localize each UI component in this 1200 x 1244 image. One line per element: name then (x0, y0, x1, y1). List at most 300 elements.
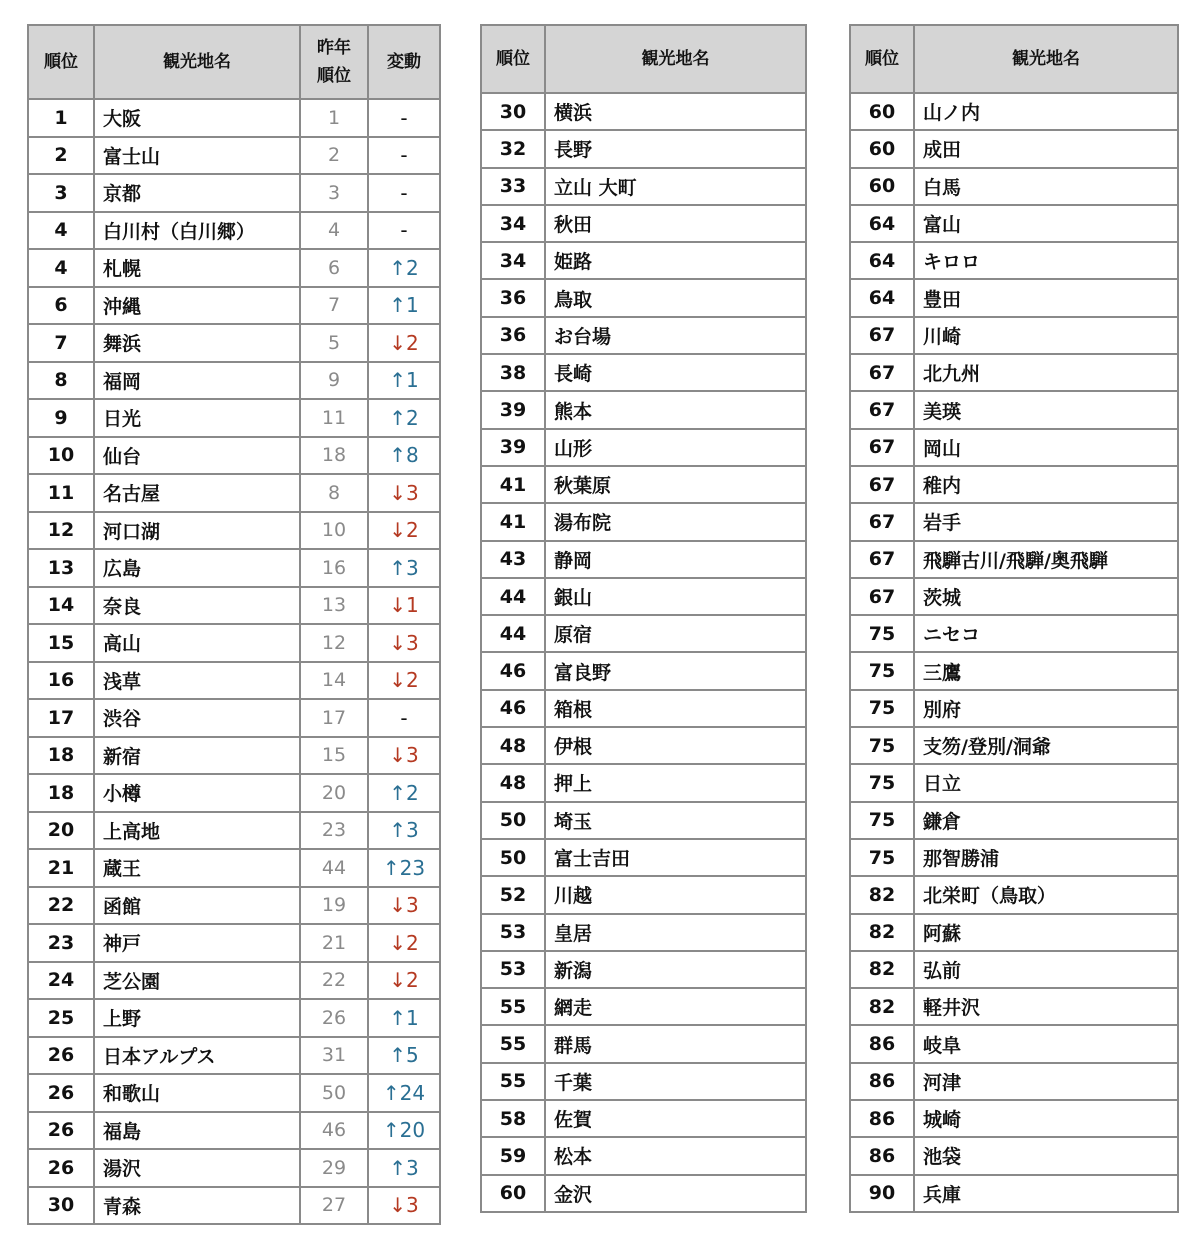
place-name-cell: 別府 (914, 690, 1178, 727)
prev-rank-cell: 8 (300, 474, 368, 512)
table-row (481, 317, 806, 354)
rank-cell: 75 (850, 839, 914, 876)
place-name-cell: 大阪 (94, 99, 300, 137)
prev-rank-cell: 11 (300, 399, 368, 437)
rank-cell: 26 (28, 1149, 94, 1187)
prev-rank-cell: 13 (300, 587, 368, 625)
table-row (28, 849, 440, 887)
place-name-cell: 山形 (545, 429, 806, 466)
rank-cell: 9 (28, 399, 94, 437)
table-row (481, 802, 806, 839)
table-row (481, 652, 806, 689)
ranking-table-3 (849, 24, 1179, 1213)
table-row (481, 354, 806, 391)
place-name-cell: ニセコ (914, 615, 1178, 652)
prev-rank-cell: 3 (300, 174, 368, 212)
change-cell: ↓2 (368, 324, 440, 362)
prev-rank-cell: 46 (300, 1112, 368, 1150)
change-cell: ↑3 (368, 812, 440, 850)
change-cell: ↓3 (368, 737, 440, 775)
rank-cell: 44 (481, 578, 545, 615)
rank-cell: 55 (481, 988, 545, 1025)
rank-cell: 55 (481, 1025, 545, 1062)
place-name-cell: 皇居 (545, 914, 806, 951)
table-row (28, 249, 440, 287)
prev-rank-cell: 14 (300, 662, 368, 700)
place-name-cell: 静岡 (545, 541, 806, 578)
place-name-cell: 岐阜 (914, 1025, 1178, 1062)
change-cell: ↑24 (368, 1074, 440, 1112)
table-row (481, 503, 806, 540)
rank-cell: 25 (28, 999, 94, 1037)
place-name-cell: 美瑛 (914, 391, 1178, 428)
header-rank: 順位 (481, 25, 545, 93)
place-name-cell: 広島 (94, 549, 300, 587)
rank-cell: 82 (850, 951, 914, 988)
place-name-cell: 福岡 (94, 362, 300, 400)
rank-cell: 4 (28, 249, 94, 287)
place-name-cell: 京都 (94, 174, 300, 212)
rank-cell: 60 (850, 130, 914, 167)
table-row (28, 362, 440, 400)
prev-rank-cell: 21 (300, 924, 368, 962)
rank-cell: 86 (850, 1137, 914, 1174)
table-row (481, 1025, 806, 1062)
table-row (481, 1100, 806, 1137)
rank-cell: 50 (481, 839, 545, 876)
table-row (481, 615, 806, 652)
table-row (850, 876, 1178, 913)
prev-rank-cell: 6 (300, 249, 368, 287)
place-name-cell: 原宿 (545, 615, 806, 652)
rank-cell: 86 (850, 1100, 914, 1137)
rank-cell: 48 (481, 764, 545, 801)
table-row (28, 1112, 440, 1150)
change-cell: ↑23 (368, 849, 440, 887)
prev-rank-cell: 31 (300, 1037, 368, 1075)
rank-cell: 67 (850, 317, 914, 354)
prev-rank-cell: 15 (300, 737, 368, 775)
change-cell: ↑20 (368, 1112, 440, 1150)
header-prev-rank (300, 25, 368, 99)
table-row (850, 205, 1178, 242)
table-row (28, 662, 440, 700)
table-row (28, 324, 440, 362)
header-name: 観光地名 (545, 25, 806, 93)
prev-rank-cell: 16 (300, 549, 368, 587)
place-name-cell: 那智勝浦 (914, 839, 1178, 876)
place-name-cell: 河口湖 (94, 512, 300, 550)
place-name-cell: 福島 (94, 1112, 300, 1150)
place-name-cell: 富士山 (94, 137, 300, 175)
rank-cell: 18 (28, 774, 94, 812)
prev-rank-cell: 20 (300, 774, 368, 812)
table-row (850, 279, 1178, 316)
ranking-table-1 (27, 24, 441, 1225)
place-name-cell: 渋谷 (94, 699, 300, 737)
rank-cell: 23 (28, 924, 94, 962)
rank-cell: 64 (850, 205, 914, 242)
place-name-cell: 和歌山 (94, 1074, 300, 1112)
rank-cell: 41 (481, 503, 545, 540)
change-cell: ↑2 (368, 399, 440, 437)
rank-cell: 67 (850, 503, 914, 540)
table-row (850, 1175, 1178, 1212)
rank-cell: 50 (481, 802, 545, 839)
table-row (28, 699, 440, 737)
rank-cell: 38 (481, 354, 545, 391)
table-row (850, 391, 1178, 428)
place-name-cell: お台場 (545, 317, 806, 354)
rank-cell: 32 (481, 130, 545, 167)
table-row (28, 1037, 440, 1075)
rank-cell: 43 (481, 541, 545, 578)
table-row (28, 924, 440, 962)
rank-cell: 24 (28, 962, 94, 1000)
table-row (28, 999, 440, 1037)
place-name-cell: 横浜 (545, 93, 806, 130)
place-name-cell: 富士吉田 (545, 839, 806, 876)
rank-cell: 86 (850, 1063, 914, 1100)
table-row (28, 212, 440, 250)
table-row (28, 174, 440, 212)
place-name-cell: 押上 (545, 764, 806, 801)
table-row (481, 205, 806, 242)
place-name-cell: 小樽 (94, 774, 300, 812)
table-row (850, 503, 1178, 540)
table-row (28, 812, 440, 850)
place-name-cell: 金沢 (545, 1175, 806, 1212)
rank-cell: 26 (28, 1074, 94, 1112)
place-name-cell: 山ノ内 (914, 93, 1178, 130)
table-header-row (28, 25, 440, 99)
table-row (850, 615, 1178, 652)
rank-cell: 82 (850, 876, 914, 913)
place-name-cell: 岡山 (914, 429, 1178, 466)
place-name-cell: 銀山 (545, 578, 806, 615)
rank-cell: 36 (481, 279, 545, 316)
rank-cell: 75 (850, 690, 914, 727)
prev-rank-cell: 5 (300, 324, 368, 362)
table-row (481, 839, 806, 876)
rank-cell: 55 (481, 1063, 545, 1100)
table-row (481, 876, 806, 913)
table-row (850, 951, 1178, 988)
rank-cell: 20 (28, 812, 94, 850)
change-cell: ↑1 (368, 999, 440, 1037)
change-cell: - (368, 212, 440, 250)
table-row (481, 951, 806, 988)
rank-cell: 48 (481, 727, 545, 764)
change-cell: - (368, 99, 440, 137)
prev-rank-cell: 1 (300, 99, 368, 137)
place-name-cell: 姫路 (545, 242, 806, 279)
rank-cell: 10 (28, 437, 94, 475)
rank-cell: 34 (481, 205, 545, 242)
table-row (28, 99, 440, 137)
place-name-cell: 北九州 (914, 354, 1178, 391)
rank-cell: 59 (481, 1137, 545, 1174)
change-cell: ↑2 (368, 774, 440, 812)
table-row (850, 914, 1178, 951)
table-row (850, 130, 1178, 167)
place-name-cell: 舞浜 (94, 324, 300, 362)
header-change: 変動 (368, 25, 440, 99)
rank-cell: 18 (28, 737, 94, 775)
rank-cell: 44 (481, 615, 545, 652)
change-cell: ↑5 (368, 1037, 440, 1075)
table-row (28, 1149, 440, 1187)
table-row (28, 737, 440, 775)
rank-cell: 75 (850, 727, 914, 764)
rank-cell: 67 (850, 391, 914, 428)
place-name-cell: 河津 (914, 1063, 1178, 1100)
prev-rank-cell: 22 (300, 962, 368, 1000)
prev-rank-cell: 2 (300, 137, 368, 175)
table-row (850, 1063, 1178, 1100)
table-row (850, 802, 1178, 839)
rank-cell: 7 (28, 324, 94, 362)
change-cell: ↓3 (368, 887, 440, 925)
rank-cell: 3 (28, 174, 94, 212)
rank-cell: 75 (850, 652, 914, 689)
table-row (481, 279, 806, 316)
change-cell: - (368, 174, 440, 212)
place-name-cell: 鳥取 (545, 279, 806, 316)
rank-cell: 90 (850, 1175, 914, 1212)
table-row (481, 1175, 806, 1212)
prev-rank-cell: 26 (300, 999, 368, 1037)
rank-cell: 14 (28, 587, 94, 625)
table-row (28, 512, 440, 550)
table-row (850, 541, 1178, 578)
rank-cell: 75 (850, 615, 914, 652)
rank-cell: 67 (850, 354, 914, 391)
rank-cell: 67 (850, 541, 914, 578)
rank-cell: 67 (850, 429, 914, 466)
rank-cell: 67 (850, 466, 914, 503)
rank-cell: 26 (28, 1037, 94, 1075)
table-row (28, 774, 440, 812)
rank-cell: 60 (850, 93, 914, 130)
place-name-cell: 阿蘇 (914, 914, 1178, 951)
rank-cell: 1 (28, 99, 94, 137)
place-name-cell: 高山 (94, 624, 300, 662)
change-cell: ↑3 (368, 1149, 440, 1187)
place-name-cell: 函館 (94, 887, 300, 925)
place-name-cell: 新潟 (545, 951, 806, 988)
table-row (850, 466, 1178, 503)
table-row (28, 624, 440, 662)
place-name-cell: 弘前 (914, 951, 1178, 988)
place-name-cell: 浅草 (94, 662, 300, 700)
place-name-cell: 神戸 (94, 924, 300, 962)
change-cell: ↓3 (368, 474, 440, 512)
rank-cell: 67 (850, 578, 914, 615)
rank-cell: 4 (28, 212, 94, 250)
place-name-cell: 蔵王 (94, 849, 300, 887)
header-rank: 順位 (850, 25, 914, 93)
table-row (481, 578, 806, 615)
rank-cell: 26 (28, 1112, 94, 1150)
table-row (481, 690, 806, 727)
table-row (850, 168, 1178, 205)
place-name-cell: 成田 (914, 130, 1178, 167)
rank-cell: 64 (850, 279, 914, 316)
place-name-cell: 名古屋 (94, 474, 300, 512)
table-header-row (850, 25, 1178, 93)
place-name-cell: 奈良 (94, 587, 300, 625)
table-row (481, 466, 806, 503)
rank-cell: 82 (850, 914, 914, 951)
table-row (28, 587, 440, 625)
table-row (28, 287, 440, 325)
table-row (481, 764, 806, 801)
change-cell: ↓2 (368, 662, 440, 700)
rank-cell: 53 (481, 914, 545, 951)
table-row (850, 93, 1178, 130)
prev-rank-cell: 19 (300, 887, 368, 925)
change-cell: ↑2 (368, 249, 440, 287)
table-row (28, 137, 440, 175)
place-name-cell: 日本アルプス (94, 1037, 300, 1075)
prev-rank-cell: 9 (300, 362, 368, 400)
table-row (850, 988, 1178, 1025)
change-cell: ↑8 (368, 437, 440, 475)
place-name-cell: 豊田 (914, 279, 1178, 316)
place-name-cell: 立山 大町 (545, 168, 806, 205)
table-row (481, 541, 806, 578)
place-name-cell: 上高地 (94, 812, 300, 850)
table-row (850, 1100, 1178, 1137)
prev-rank-cell: 7 (300, 287, 368, 325)
rank-cell: 39 (481, 429, 545, 466)
place-name-cell: 三鷹 (914, 652, 1178, 689)
rank-cell: 53 (481, 951, 545, 988)
place-name-cell: 岩手 (914, 503, 1178, 540)
place-name-cell: 沖縄 (94, 287, 300, 325)
place-name-cell: 軽井沢 (914, 988, 1178, 1025)
table-row (850, 764, 1178, 801)
header-prev-rank-text: 昨年 順位 (317, 38, 351, 86)
table-row (481, 1137, 806, 1174)
place-name-cell: 熊本 (545, 391, 806, 428)
place-name-cell: 湯沢 (94, 1149, 300, 1187)
table-row (850, 242, 1178, 279)
table-row (481, 1063, 806, 1100)
prev-rank-cell: 10 (300, 512, 368, 550)
place-name-cell: 箱根 (545, 690, 806, 727)
place-name-cell: 秋葉原 (545, 466, 806, 503)
ranking-table-2 (480, 24, 807, 1213)
place-name-cell: キロロ (914, 242, 1178, 279)
table-row (481, 727, 806, 764)
table-row (850, 727, 1178, 764)
place-name-cell: 佐賀 (545, 1100, 806, 1137)
place-name-cell: 湯布院 (545, 503, 806, 540)
table-row (850, 839, 1178, 876)
table-row (28, 887, 440, 925)
rank-cell: 64 (850, 242, 914, 279)
rank-cell: 8 (28, 362, 94, 400)
place-name-cell: 日立 (914, 764, 1178, 801)
change-cell: - (368, 699, 440, 737)
table-row (850, 429, 1178, 466)
rank-cell: 22 (28, 887, 94, 925)
place-name-cell: 仙台 (94, 437, 300, 475)
change-cell: ↓2 (368, 924, 440, 962)
prev-rank-cell: 27 (300, 1187, 368, 1225)
table-row (481, 988, 806, 1025)
rank-cell: 60 (481, 1175, 545, 1212)
change-cell: ↓2 (368, 962, 440, 1000)
place-name-cell: 兵庫 (914, 1175, 1178, 1212)
place-name-cell: 伊根 (545, 727, 806, 764)
table-row (481, 130, 806, 167)
place-name-cell: 秋田 (545, 205, 806, 242)
place-name-cell: 飛騨古川/飛騨/奥飛騨 (914, 541, 1178, 578)
prev-rank-cell: 18 (300, 437, 368, 475)
table-row (850, 317, 1178, 354)
place-name-cell: 富良野 (545, 652, 806, 689)
change-cell: ↑1 (368, 362, 440, 400)
prev-rank-cell: 44 (300, 849, 368, 887)
table-row (481, 93, 806, 130)
rank-cell: 13 (28, 549, 94, 587)
table-row (28, 1187, 440, 1225)
rank-cell: 30 (481, 93, 545, 130)
place-name-cell: 川崎 (914, 317, 1178, 354)
table-row (850, 1137, 1178, 1174)
place-name-cell: 千葉 (545, 1063, 806, 1100)
rank-cell: 75 (850, 802, 914, 839)
header-name: 観光地名 (914, 25, 1178, 93)
rank-cell: 2 (28, 137, 94, 175)
place-name-cell: 城崎 (914, 1100, 1178, 1137)
table-row (28, 549, 440, 587)
place-name-cell: 白川村（白川郷） (94, 212, 300, 250)
rank-cell: 12 (28, 512, 94, 550)
place-name-cell: 網走 (545, 988, 806, 1025)
rank-cell: 30 (28, 1187, 94, 1225)
table-header-row (481, 25, 806, 93)
rank-cell: 6 (28, 287, 94, 325)
rank-cell: 86 (850, 1025, 914, 1062)
place-name-cell: 川越 (545, 876, 806, 913)
table-row (28, 399, 440, 437)
table-row (481, 168, 806, 205)
table-row (850, 354, 1178, 391)
table-row (28, 437, 440, 475)
place-name-cell: 新宿 (94, 737, 300, 775)
prev-rank-cell: 17 (300, 699, 368, 737)
place-name-cell: 群馬 (545, 1025, 806, 1062)
place-name-cell: 池袋 (914, 1137, 1178, 1174)
change-cell: ↓3 (368, 624, 440, 662)
change-cell: ↓2 (368, 512, 440, 550)
place-name-cell: 上野 (94, 999, 300, 1037)
place-name-cell: 札幌 (94, 249, 300, 287)
change-cell: ↑1 (368, 287, 440, 325)
place-name-cell: 青森 (94, 1187, 300, 1225)
rank-cell: 17 (28, 699, 94, 737)
place-name-cell: 長崎 (545, 354, 806, 391)
place-name-cell: 日光 (94, 399, 300, 437)
rank-cell: 15 (28, 624, 94, 662)
table-row (850, 578, 1178, 615)
place-name-cell: 支笏/登別/洞爺 (914, 727, 1178, 764)
place-name-cell: 白馬 (914, 168, 1178, 205)
